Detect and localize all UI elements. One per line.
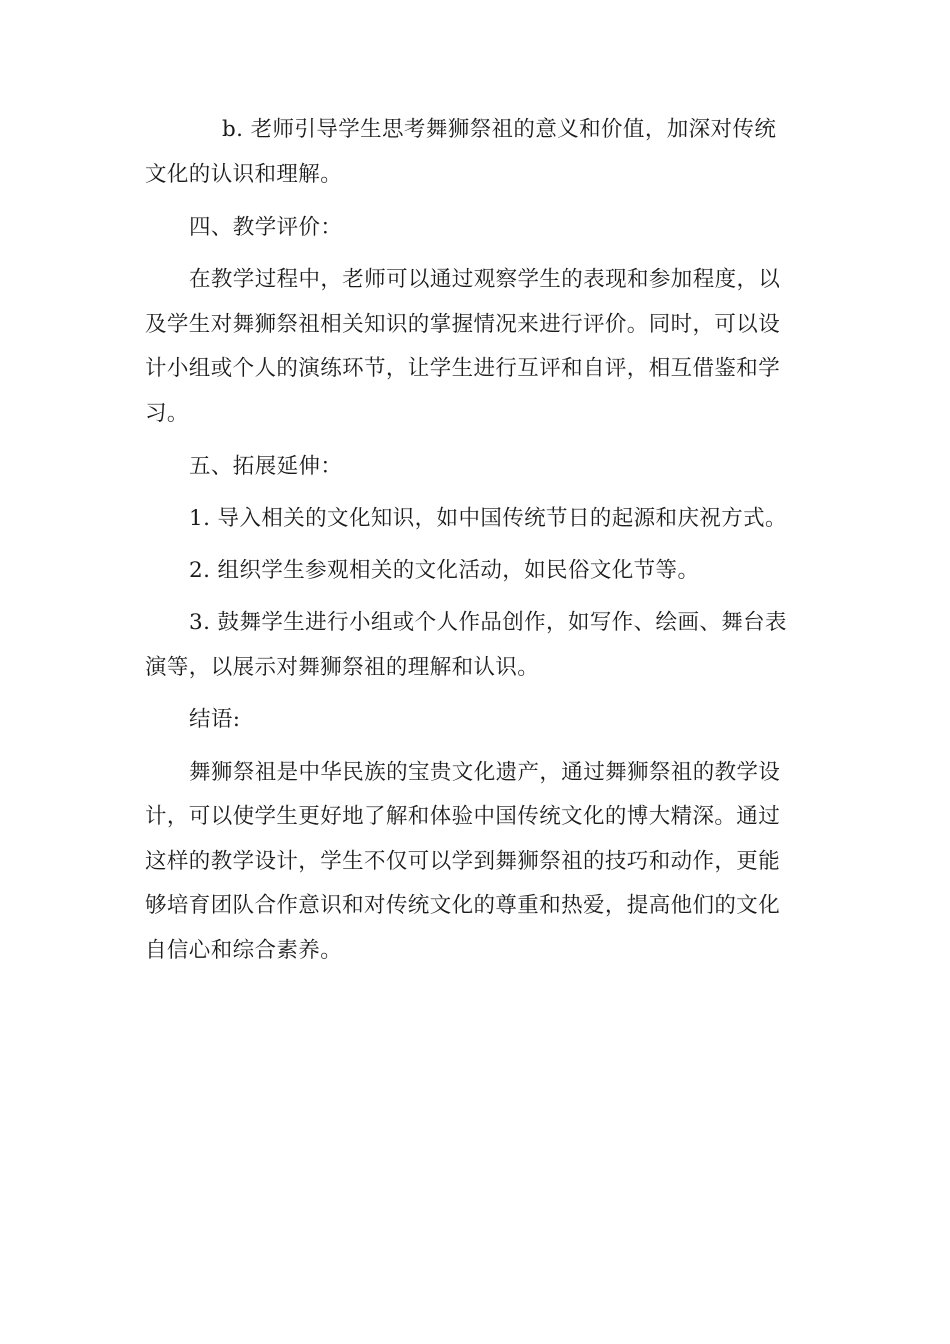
list-item: 1. 导入相关的文化知识，如中国传统节日的起源和庆祝方式。 <box>189 506 787 531</box>
list-item: 2. 组织学生参观相关的文化活动，如民俗文化节等。 <box>189 558 700 583</box>
text-line: 习。 <box>145 401 189 426</box>
text-line: 舞狮祭祖是中华民族的宝贵文化遗产，通过舞狮祭祖的教学设 <box>189 760 781 785</box>
section-heading: 四、教学评价： <box>189 215 343 240</box>
text-line: 计，可以使学生更好地了解和体验中国传统文化的博大精深。通过 <box>145 804 781 829</box>
text-line: b. 老师引导学生思考舞狮祭祖的意义和价值，加深对传统 <box>222 117 777 142</box>
text-line: 自信心和综合素养。 <box>145 938 343 963</box>
text-line: 及学生对舞狮祭祖相关知识的掌握情况来进行评价。同时，可以设 <box>145 312 781 337</box>
text-line: 计小组或个人的演练环节，让学生进行互评和自评，相互借鉴和学 <box>145 356 781 381</box>
text-line: 在教学过程中，老师可以通过观察学生的表现和参加程度，以 <box>189 267 781 292</box>
text-line: 这样的教学设计，学生不仅可以学到舞狮祭祖的技巧和动作，更能 <box>145 849 781 874</box>
section-heading: 五、拓展延伸： <box>189 454 343 479</box>
text-line: 够培育团队合作意识和对传统文化的尊重和热爱，提高他们的文化 <box>145 893 781 918</box>
text-line: 演等，以展示对舞狮祭祖的理解和认识。 <box>145 655 540 680</box>
section-heading: 结语: <box>189 707 241 732</box>
list-item: 3. 鼓舞学生进行小组或个人作品创作，如写作、绘画、舞台表 <box>189 610 787 635</box>
text-line: 文化的认识和理解。 <box>145 162 343 187</box>
